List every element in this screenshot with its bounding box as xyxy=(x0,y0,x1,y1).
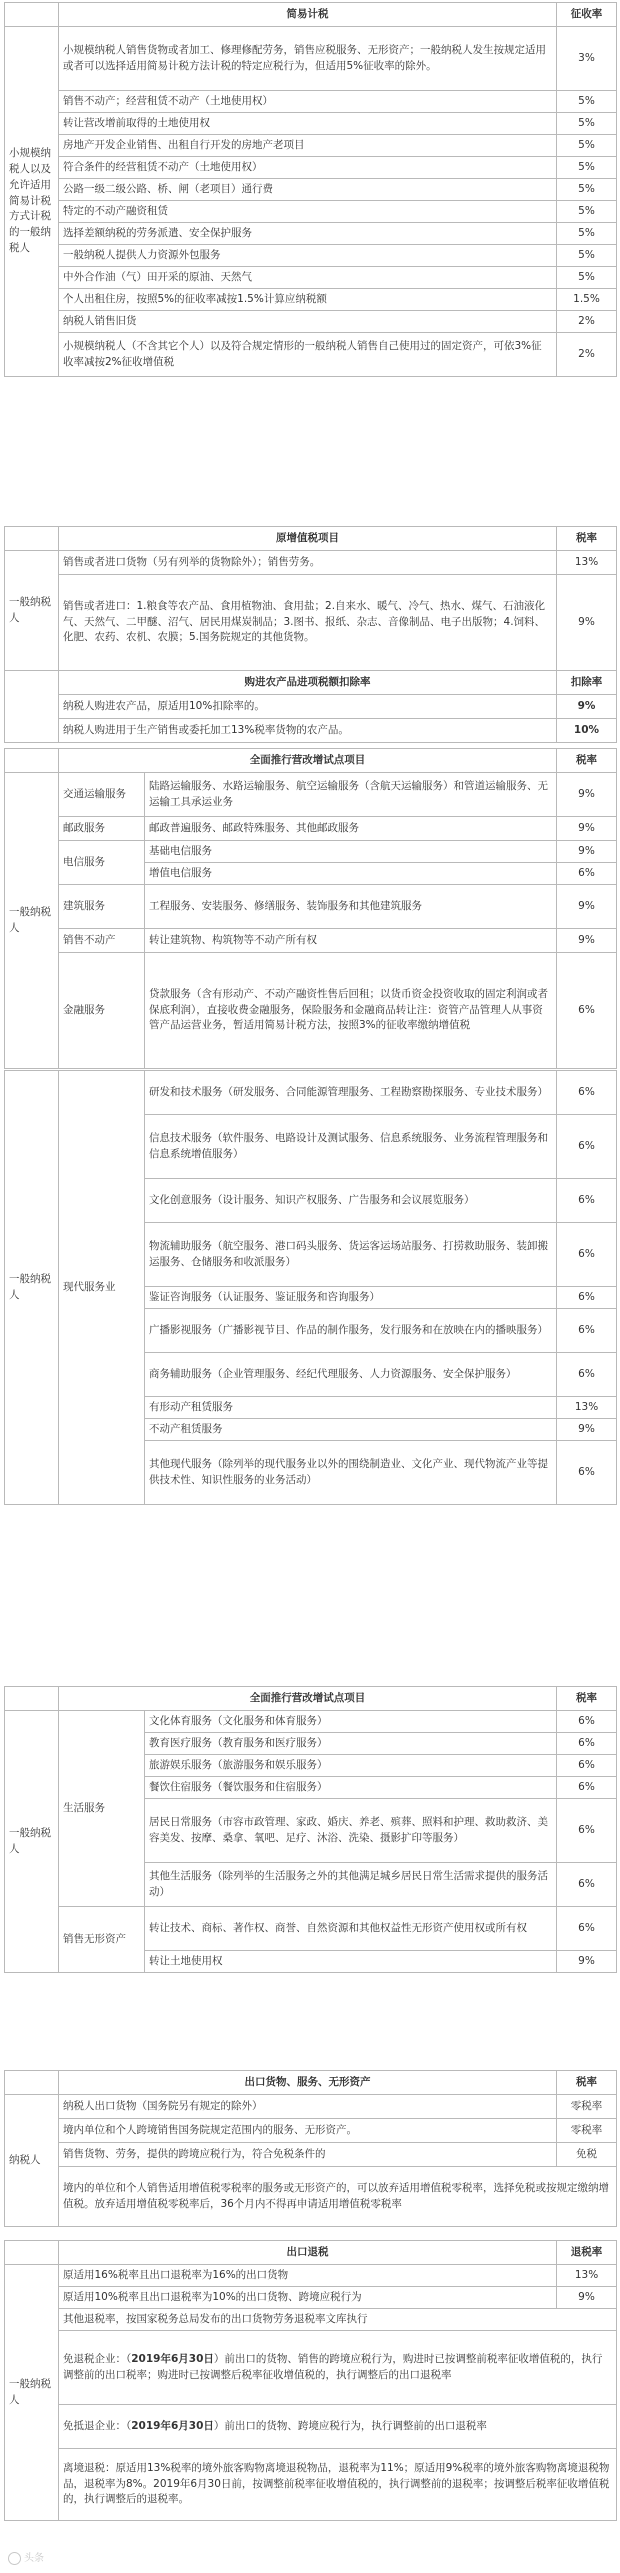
life-services-table xyxy=(4,1686,617,1973)
table-row-rate: 6% xyxy=(557,1711,617,1733)
table-row-rate: 6% xyxy=(557,1179,617,1223)
table-row xyxy=(5,267,617,289)
table-row xyxy=(5,223,617,245)
table-row-item: 教育医疗服务（教育服务和医疗服务） xyxy=(145,1733,557,1755)
table-row-item: 销售不动产；经营租赁不动产（土地使用权） xyxy=(59,91,557,113)
table-row-item: 商务辅助服务（企业管理服务、经纪代理服务、人力资源服务、安全保护服务） xyxy=(145,1353,557,1397)
table-row-item: 转让技术、商标、著作权、商誉、自然资源和其他权益性无形资产使用权或所有权 xyxy=(145,1907,557,1951)
export-title: 出口货物、服务、无形资产 xyxy=(59,2071,557,2095)
table-row-item: 小规模纳税人（不含其它个人）以及符合规定情形的一般纳税人销售自己使用过的固定资产，可依3%征收率减按2%征收增值税 xyxy=(59,333,557,377)
table-row-rate: 2% xyxy=(557,311,617,333)
simple-title: 简易计税 xyxy=(59,3,557,27)
table-row-item: 旅游娱乐服务（旅游服务和娱乐服务） xyxy=(145,1755,557,1777)
service-group-label: 销售不动产 xyxy=(59,929,145,953)
table-row xyxy=(5,1907,617,1951)
table-row-rate: 6% xyxy=(557,1287,617,1309)
deduct-rate-header: 扣除率 xyxy=(557,671,617,695)
table-row-item: 境内单位和个人跨境销售国务院规定范围内的服务、无形资产。 xyxy=(59,2119,557,2143)
table-row-item: 陆路运输服务、水路运输服务、航空运输服务（含航天运输服务）和管道运输服务、无运输工具承运业务 xyxy=(145,773,557,817)
table-row-rate: 5% xyxy=(557,179,617,201)
vat-reform-table xyxy=(4,748,617,1069)
para-rest: ）前出口的货物、跨境应税行为，执行调整前的出口退税率 xyxy=(213,2419,487,2432)
table-row xyxy=(5,1071,617,1115)
table-row-item: 公路一级二级公路、桥、闸（老项目）通行费 xyxy=(59,179,557,201)
table-row-item: 文化体育服务（文化服务和体育服务） xyxy=(145,1711,557,1733)
table-row-rate: 5% xyxy=(557,157,617,179)
table-row-item: 个人出租住房，按照5%的征收率减按1.5%计算应纳税额 xyxy=(59,289,557,311)
refund-para xyxy=(59,2405,617,2449)
table-row-rate: 6% xyxy=(557,953,617,1069)
table-row-item: 符合条件的经营租赁不动产（土地使用权） xyxy=(59,157,557,179)
simple-tax-table xyxy=(4,2,617,377)
table-row-item: 研发和技术服务（研发服务、合同能源管理服务、工程勘察勘探服务、专业技术服务） xyxy=(145,1071,557,1115)
table-row-rate: 6% xyxy=(557,1115,617,1179)
table-row-rate: 5% xyxy=(557,91,617,113)
table-row-rate: 6% xyxy=(557,1863,617,1907)
table-row-rate: 6% xyxy=(557,1071,617,1115)
table-row-rate: 零税率 xyxy=(557,2095,617,2119)
table-row-rate: 1.5% xyxy=(557,289,617,311)
export-category: 纳税人 xyxy=(5,2095,59,2227)
table-row-rate: 9% xyxy=(557,929,617,953)
table-row xyxy=(5,157,617,179)
table-row xyxy=(5,1711,617,1733)
table-row-item: 邮政普遍服务、邮政特殊服务、其他邮政服务 xyxy=(145,817,557,841)
para-rest: ）前出口的货物、销售的跨境应税行为，购进时已按调整前税率征收增值税的，执行调整前的出口税率；购进时已按调整后税率征收增值税的，执行调整后的出口退税率 xyxy=(63,2352,603,2381)
table-row-rate: 13% xyxy=(557,551,617,575)
table-row-rate: 3% xyxy=(557,27,617,91)
refund-category: 一般纳税人 xyxy=(5,2265,59,2521)
refund-para xyxy=(59,2449,617,2521)
reform-category: 一般纳税人 xyxy=(5,773,59,1069)
table-row-item: 一般纳税人提供人力资源外包服务 xyxy=(59,245,557,267)
table-row-item: 居民日常服务（市容市政管理、家政、婚庆、养老、殡葬、照料和护理、救助救济、美容美发、按摩、桑拿、氧吧、足疗、沐浴、洗染、摄影扩印等服务） xyxy=(145,1799,557,1863)
table-row-item: 原适用10%税率且出口退税率为10%的出口货物、跨境应税行为 xyxy=(59,2287,557,2309)
table-row-rate: 9% xyxy=(557,817,617,841)
simple-rate-header: 征收率 xyxy=(557,3,617,27)
export-rate-header: 税率 xyxy=(557,2071,617,2095)
table-row-item: 纳税人出口货物（国务院另有规定的除外） xyxy=(59,2095,557,2119)
table-row-item: 鉴证咨询服务（认证服务、鉴证服务和咨询服务） xyxy=(145,1287,557,1309)
table-row-item: 其他生活服务（除列举的生活服务之外的其他满足城乡居民日常生活需求提供的服务活动） xyxy=(145,1863,557,1907)
original-title: 原增值税项目 xyxy=(59,527,557,551)
service-group-label: 生活服务 xyxy=(59,1711,145,1907)
table-row xyxy=(5,113,617,135)
table-row-item: 贷款服务（含有形动产、不动产融资性售后回租；以货币资金投资收取的固定利润或者保底利润），直接收费金融服务，保险服务和金融商品转让注：资管产品管理人从事资管产品运营业务，暂适用简易计税方法，按照3%的征收率缴纳增值税 xyxy=(145,953,557,1069)
refund-other-note: 其他退税率，按国家税务总局发布的出口货物劳务退税率文库执行 xyxy=(59,2309,617,2331)
table-row xyxy=(5,201,617,223)
table-row-item: 纳税人购进用于生产销售或委托加工13%税率货物的农产品。 xyxy=(59,719,557,743)
table-row-rate: 6% xyxy=(557,863,617,885)
export-refund-table xyxy=(4,2240,617,2521)
watermark xyxy=(8,2549,44,2565)
table-row-rate: 6% xyxy=(557,1755,617,1777)
table-row-item: 选择差额纳税的劳务派遣、安全保护服务 xyxy=(59,223,557,245)
table-row-rate: 6% xyxy=(557,1223,617,1287)
service-group-label: 邮政服务 xyxy=(59,817,145,841)
service-group-label: 现代服务业 xyxy=(59,1071,145,1505)
table-row-item: 基础电信服务 xyxy=(145,841,557,863)
table-row-rate: 9% xyxy=(557,695,617,719)
table-row xyxy=(5,91,617,113)
table-row-rate: 9% xyxy=(557,1951,617,1973)
table-row-rate: 9% xyxy=(557,841,617,863)
table-row-rate: 6% xyxy=(557,1777,617,1799)
table-row xyxy=(5,245,617,267)
refund-para xyxy=(59,2331,617,2405)
table-row-item: 纳税人销售旧货 xyxy=(59,311,557,333)
table-row-item: 文化创意服务（设计服务、知识产权服务、广告服务和会议展览服务） xyxy=(145,1179,557,1223)
table-row-rate: 免税 xyxy=(557,2143,617,2167)
table-row-item: 中外合作油（气）田开采的原油、天然气 xyxy=(59,267,557,289)
table-row xyxy=(5,179,617,201)
table-row xyxy=(5,333,617,377)
modern-services-table xyxy=(4,1070,617,1505)
para-rest: 离境退税：原适用13%税率的境外旅客购物离境退税物品，退税率为11%；原适用9%税率的境外旅客购物离境退税物品，退税率为8%。2019年6月30日前，按调整前税率征收增值税的，执行调整前的退税率；按调整后税率征收增值税的，执行调整后的退税率。 xyxy=(63,2461,610,2506)
table-row-rate: 9% xyxy=(557,885,617,929)
table-row-rate: 6% xyxy=(557,1799,617,1863)
table-row xyxy=(5,289,617,311)
circle-logo-icon xyxy=(8,2552,21,2565)
table-row-item: 转让营改增前取得的土地使用权 xyxy=(59,113,557,135)
table-row-item: 小规模纳税人销售货物或者加工、修理修配劳务，销售应税服务、无形资产；一般纳税人发生按规定适用或者可以选择适用简易计税方法计税的特定应税行为，但适用5%征收率的除外。 xyxy=(59,27,557,91)
table-row-rate: 9% xyxy=(557,1419,617,1441)
service-group-label: 电信服务 xyxy=(59,841,145,885)
life-category: 一般纳税人 xyxy=(5,1711,59,1973)
refund-rate-header: 退税率 xyxy=(557,2241,617,2265)
table-row-rate: 5% xyxy=(557,135,617,157)
table-row-item: 销售或者进口：1.粮食等农产品、食用植物油、食用盐；2.自来水、暖气、冷气、热水、煤气、石油液化气、天然气、二甲醚、沼气、居民用煤炭制品；3.图书、报纸、杂志、音像制品、电子出版物；4.饲料、化肥、农药、农机、农膜；5.国务院规定的其他货物。 xyxy=(59,575,557,671)
table-row-rate: 10% xyxy=(557,719,617,743)
table-row-item: 转让土地使用权 xyxy=(145,1951,557,1973)
service-group-label: 建筑服务 xyxy=(59,885,145,929)
table-row-rate: 9% xyxy=(557,773,617,817)
table-row-rate: 6% xyxy=(557,1907,617,1951)
table-row xyxy=(5,135,617,157)
table-row-item: 销售货物、劳务，提供的跨境应税行为，符合免税条件的 xyxy=(59,2143,557,2167)
service-group-label: 销售无形资产 xyxy=(59,1907,145,1973)
para-lead: 免退税企业：（ xyxy=(63,2352,132,2365)
table-row-item: 销售或者进口货物（另有列举的货物除外）；销售劳务。 xyxy=(59,551,557,575)
table-row-item: 餐饮住宿服务（餐饮服务和住宿服务） xyxy=(145,1777,557,1799)
life-title: 全面推行营改增试点项目 xyxy=(59,1687,557,1711)
table-row-item: 增值电信服务 xyxy=(145,863,557,885)
table-row-item: 工程服务、安装服务、修缮服务、装饰服务和其他建筑服务 xyxy=(145,885,557,929)
modern-category: 一般纳税人 xyxy=(5,1071,59,1505)
table-row-item: 信息技术服务（软件服务、电路设计及测试服务、信息系统服务、业务流程管理服务和信息系统增值服务） xyxy=(145,1115,557,1179)
reform-rate-header: 税率 xyxy=(557,749,617,773)
service-group-label: 交通运输服务 xyxy=(59,773,145,817)
table-row-item: 特定的不动产融资租赁 xyxy=(59,201,557,223)
table-row-rate: 6% xyxy=(557,1441,617,1505)
table-row-rate: 零税率 xyxy=(557,2119,617,2143)
table-row-item: 有形动产租赁服务 xyxy=(145,1397,557,1419)
table-row-rate: 5% xyxy=(557,201,617,223)
table-row-item: 物流辅助服务（航空服务、港口码头服务、货运客运场站服务、打捞救助服务、装卸搬运服务、仓储服务和收派服务） xyxy=(145,1223,557,1287)
table-row-rate: 5% xyxy=(557,245,617,267)
watermark-text: 头条 xyxy=(24,2553,44,2564)
life-rate-header: 税率 xyxy=(557,1687,617,1711)
simple-category: 小规模纳税人以及允许适用简易计税方式计税的一般纳税人 xyxy=(5,27,59,377)
table-row-rate: 2% xyxy=(557,333,617,377)
table-row-item: 广播影视服务（广播影视节目、作品的制作服务，发行服务和在放映在内的播映服务） xyxy=(145,1309,557,1353)
table-row-rate: 5% xyxy=(557,267,617,289)
para-date: 2019年6月30日 xyxy=(131,2352,214,2365)
original-vat-table xyxy=(4,526,617,743)
table-row-rate: 6% xyxy=(557,1309,617,1353)
table-row-rate: 6% xyxy=(557,1733,617,1755)
table-row-item: 不动产租赁服务 xyxy=(145,1419,557,1441)
table-row-rate: 5% xyxy=(557,113,617,135)
service-group-label: 金融服务 xyxy=(59,953,145,1069)
table-row-rate: 13% xyxy=(557,1397,617,1419)
table-row-rate: 9% xyxy=(557,575,617,671)
deduct-title: 购进农产品进项税额扣除率 xyxy=(59,671,557,695)
reform-title: 全面推行营改增试点项目 xyxy=(59,749,557,773)
table-row-item: 纳税人购进农产品，原适用10%扣除率的。 xyxy=(59,695,557,719)
export-table xyxy=(4,2070,617,2227)
table-row-item: 房地产开发企业销售、出租自行开发的房地产老项目 xyxy=(59,135,557,157)
table-row-rate: 5% xyxy=(557,223,617,245)
table-row-item: 转让建筑物、构筑物等不动产所有权 xyxy=(145,929,557,953)
para-lead: 免抵退企业：（ xyxy=(63,2419,132,2432)
original-category: 一般纳税人 xyxy=(5,551,59,671)
table-row xyxy=(5,311,617,333)
para-date: 2019年6月30日 xyxy=(131,2419,214,2432)
table-row-item: 其他现代服务（除列举的现代服务业以外的围绕制造业、文化产业、现代物流产业等提供技术性、知识性服务的业务活动） xyxy=(145,1441,557,1505)
export-note: 境内的单位和个人销售适用增值税零税率的服务或无形资产的，可以放弃适用增值税零税率，选择免税或按规定缴纳增值税。放弃适用增值税零税率后，36个月内不得再申请适用增值税零税率 xyxy=(59,2167,617,2227)
table-row-rate: 13% xyxy=(557,2265,617,2287)
table-row xyxy=(5,27,617,91)
table-row-rate: 6% xyxy=(557,1353,617,1397)
table-row-rate: 9% xyxy=(557,2287,617,2309)
refund-title: 出口退税 xyxy=(59,2241,557,2265)
original-rate-header: 税率 xyxy=(557,527,617,551)
table-row-item: 原适用16%税率且出口退税率为16%的出口货物 xyxy=(59,2265,557,2287)
